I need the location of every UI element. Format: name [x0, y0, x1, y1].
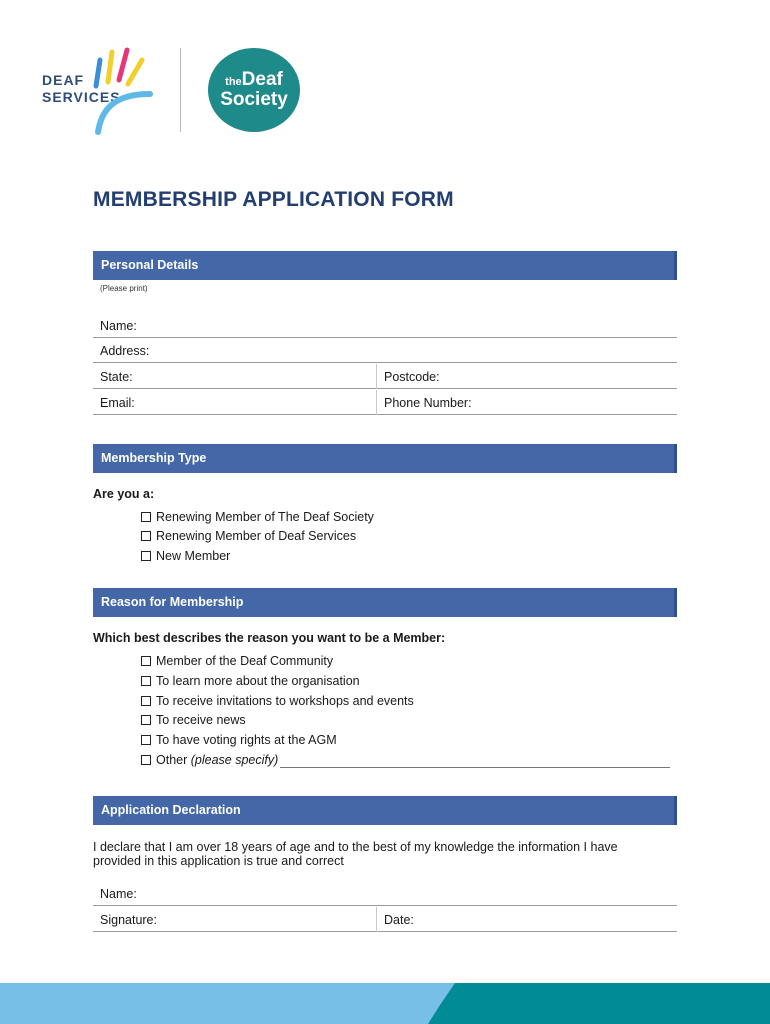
state-label: State: [100, 370, 133, 384]
logo-deaf: Deaf [241, 69, 283, 90]
field-separator [376, 907, 377, 932]
option-label: New Member [156, 549, 231, 563]
reason-question: Which best describes the reason you want to be a Member: [93, 631, 446, 645]
footer-accent [0, 983, 770, 1024]
date-label: Date: [384, 913, 414, 927]
option-label: To receive news [156, 713, 246, 727]
checkbox[interactable] [141, 696, 151, 706]
address-field[interactable] [93, 338, 677, 363]
logo-word-services: SERVICES [42, 89, 121, 105]
declaration-line: I declare that I am over 18 years of age and to the best of my knowledge the information I have [93, 840, 618, 854]
option-renewing-deaf-services[interactable] [141, 529, 356, 544]
option-deaf-community[interactable] [141, 654, 333, 669]
checkbox[interactable] [141, 735, 151, 745]
checkbox[interactable] [141, 676, 151, 686]
deaf-services-hand-icon [88, 46, 160, 138]
email-label: Email: [100, 396, 135, 410]
option-receive-news[interactable] [141, 713, 246, 728]
option-label: Member of the Deaf Community [156, 654, 334, 668]
declaration-name-label: Name: [100, 887, 137, 901]
logo-word-deaf: DEAF [42, 72, 85, 88]
checkbox[interactable] [141, 715, 151, 725]
page-title: MEMBERSHIP APPLICATION FORM [93, 188, 454, 211]
section-header-personal: Personal Details [93, 251, 677, 280]
option-learn-more[interactable] [141, 674, 360, 689]
section-header-membership-type: Membership Type [93, 444, 677, 473]
checkbox[interactable] [141, 512, 151, 522]
please-print-note: (Please print) [100, 284, 148, 293]
option-new-member[interactable] [141, 549, 230, 564]
checkbox[interactable] [141, 531, 151, 541]
checkbox[interactable] [141, 551, 151, 561]
option-label: Renewing Member of Deaf Services [156, 529, 357, 543]
other-specify-line[interactable] [280, 756, 670, 768]
postcode-label: Postcode: [384, 370, 440, 384]
field-separator [376, 364, 377, 389]
name-label: Name: [100, 319, 137, 333]
phone-label: Phone Number: [384, 396, 472, 410]
declaration-line: provided in this application is true and correct [93, 854, 344, 868]
logo-the: the [225, 76, 242, 88]
option-label: To learn more about the organisation [156, 674, 360, 688]
logo-divider [180, 48, 181, 132]
email-phone-row[interactable] [93, 390, 677, 415]
option-invitations[interactable] [141, 694, 414, 709]
checkbox[interactable] [141, 656, 151, 666]
membership-question: Are you a: [93, 487, 155, 501]
section-header-reason: Reason for Membership [93, 588, 677, 617]
option-renewing-deaf-society[interactable] [141, 510, 374, 525]
option-label: Renewing Member of The Deaf Society [156, 510, 374, 524]
address-label: Address: [100, 344, 150, 358]
declaration-text [93, 840, 678, 868]
section-header-declaration: Application Declaration [93, 796, 677, 825]
option-other[interactable] [141, 753, 670, 768]
deaf-society-logo [208, 48, 300, 132]
checkbox[interactable] [141, 755, 151, 765]
name-field[interactable] [93, 313, 677, 338]
option-label: Other [156, 753, 188, 767]
signature-date-row[interactable] [93, 907, 677, 932]
option-label: To receive invitations to workshops and events [156, 694, 414, 708]
field-separator [376, 390, 377, 415]
declaration-name-field[interactable] [93, 881, 677, 906]
state-postcode-row[interactable] [93, 364, 677, 389]
option-label: To have voting rights at the AGM [156, 733, 337, 747]
other-hint: (please specify) [190, 753, 279, 767]
logo-society: Society [220, 89, 288, 110]
option-voting-rights[interactable] [141, 733, 337, 748]
signature-label: Signature: [100, 913, 157, 927]
